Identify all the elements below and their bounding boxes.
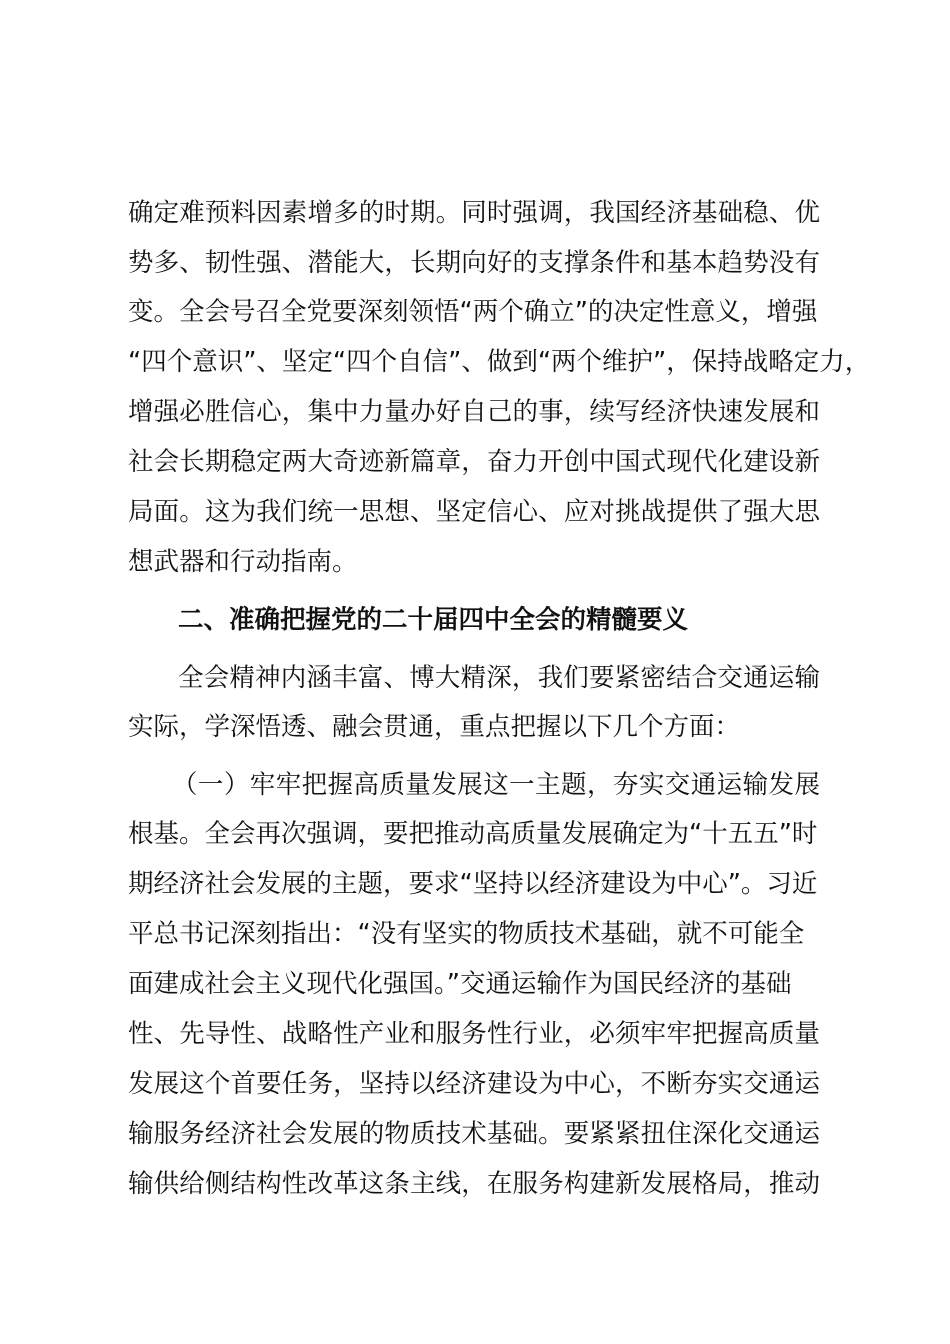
body-text-line: 输服务经济社会发展的物质技术基础。要紧紧扭住深化交通运	[128, 1119, 820, 1149]
body-text-line: 确定难预料因素增多的时期。同时强调，我国经济基础稳、优	[128, 198, 820, 228]
body-text-line: 全会精神内涵丰富、博大精深，我们要紧密结合交通运输	[178, 663, 820, 693]
body-text-line: 发展这个首要任务，坚持以经济建设为中心，不断夯实交通运	[128, 1069, 820, 1099]
body-text-line: 面建成社会主义现代化强国。”交通运输作为国民经济的基础	[128, 969, 792, 999]
body-text-line: 输供给侧结构性改革这条主线，在服务构建新发展格局，推动	[128, 1169, 820, 1199]
body-text-line: 势多、韧性强、潜能大，长期向好的支撑条件和基本趋势没有	[128, 248, 820, 278]
body-text-line: 社会长期稳定两大奇迹新篇章，奋力开创中国式现代化建设新	[128, 447, 820, 477]
body-text-line: 期经济社会发展的主题，要求“坚持以经济建设为中心”。习近	[128, 869, 818, 899]
body-text-line: “四个意识”、坚定“四个自信”、做到“两个维护”，保持战略定力，	[128, 347, 871, 377]
subsection-heading-line: （一）牢牢把握高质量发展这一主题，夯实交通运输发展	[172, 770, 820, 800]
body-text-line: 性、先导性、战略性产业和服务性行业，必须牢牢把握高质量	[128, 1019, 820, 1049]
body-text-line: 根基。全会再次强调，要把推动高质量发展确定为“十五五”时	[128, 819, 818, 849]
body-text-line: 增强必胜信心，集中力量办好自己的事，续写经济快速发展和	[128, 397, 820, 427]
body-text-line: 变。全会号召全党要深刻领悟“两个确立”的决定性意义，增强	[128, 297, 818, 327]
section-heading: 二、准确把握党的二十届四中全会的精髓要义	[178, 605, 689, 635]
body-text-line: 实际，学深悟透、融会贯通，重点把握以下几个方面：	[128, 712, 741, 742]
body-text-line: 局面。这为我们统一思想、坚定信心、应对挑战提供了强大思	[128, 497, 820, 527]
body-text-line: 想武器和行动指南。	[128, 547, 358, 577]
body-text-line: 平总书记深刻指出：“没有坚实的物质技术基础，就不可能全	[128, 919, 805, 949]
